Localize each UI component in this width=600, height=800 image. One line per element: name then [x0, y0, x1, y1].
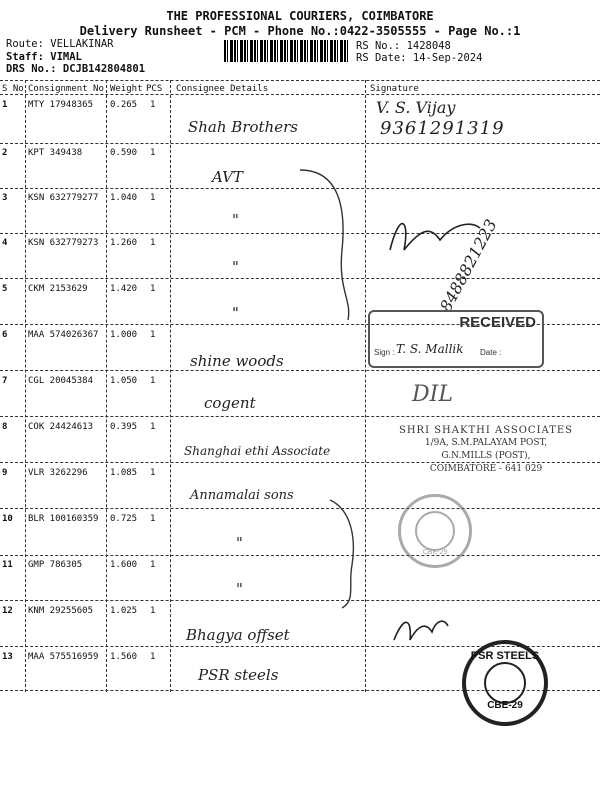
- row-sno: 9: [2, 468, 8, 478]
- row-weight: 0.725: [110, 514, 138, 524]
- runsheet-subtitle: Delivery Runsheet - PCM - Phone No.:0422-3505555 - Page No.:1: [79, 24, 521, 38]
- associates-address-line: G.N.MILLS (POST),: [441, 451, 531, 461]
- row-consignee-handwritten: ": [232, 304, 239, 322]
- row-sno: 5: [2, 284, 8, 294]
- row-pcs: 1: [150, 560, 156, 570]
- route-label: Route: VELLAKINAR: [6, 38, 114, 50]
- col-consignment-header: Consignment No: [28, 84, 104, 94]
- associates-name: SHRI SHAKTHI ASSOCIATES: [398, 425, 574, 436]
- row-consignee-handwritten: ": [232, 211, 239, 229]
- row-consignee-handwritten: cogent: [204, 394, 256, 412]
- signature-scribble: [390, 224, 480, 250]
- rs-number: RS No.: 1428048: [356, 40, 451, 52]
- row-pcs: 1: [150, 100, 156, 110]
- row-weight: 1.040: [110, 193, 138, 203]
- rs-date: RS Date: 14-Sep-2024: [356, 52, 483, 64]
- row-weight: 1.050: [110, 376, 138, 386]
- company-title: THE PROFESSIONAL COURIERS, COIMBATORE: [166, 9, 434, 23]
- row-pcs: 1: [150, 514, 156, 524]
- row7-initials: DIL: [412, 382, 453, 407]
- row-consignment: BLR 100160359: [28, 514, 99, 524]
- row-consignee-handwritten: ": [236, 580, 243, 598]
- col-signature-header: Signature: [370, 84, 419, 94]
- row-consignment: MTY 17948365: [28, 100, 94, 110]
- row-sno: 8: [2, 422, 8, 432]
- row-sno: 4: [2, 238, 8, 248]
- row-consignee-handwritten: shine woods: [190, 352, 284, 370]
- seal-location-text: CBE-29: [422, 549, 448, 556]
- received-sign-label: Sign :: [374, 348, 395, 357]
- row-sno: 11: [2, 560, 13, 570]
- row-weight: 1.085: [110, 468, 138, 478]
- row-consignment: KSN 632779277: [28, 193, 99, 203]
- row-sno: 7: [2, 376, 8, 386]
- row-consignee-handwritten: Shanghai ethi Associate: [184, 444, 331, 458]
- row1-signature-name: V. S. Vijay: [376, 98, 456, 117]
- row-consignee-handwritten: Bhagya offset: [186, 626, 290, 644]
- row-sno: 1: [2, 100, 8, 110]
- associates-address-line: COIMBATORE - 641 029: [429, 464, 543, 474]
- ditto-bracket-stroke: [300, 170, 349, 320]
- ditto-bracket-stroke: [330, 500, 353, 608]
- row-pcs: 1: [150, 330, 156, 340]
- col-weight-header: Weight: [110, 84, 143, 94]
- row-consignment: GMP 786305: [28, 560, 83, 570]
- row-pcs: 1: [150, 193, 156, 203]
- drs-number: DRS No.: DCJB142804801: [6, 63, 146, 75]
- row-pcs: 1: [150, 422, 156, 432]
- row-weight: 0.395: [110, 422, 138, 432]
- row-consignee-handwritten: Annamalai sons: [190, 488, 294, 503]
- col-consignee-header: Consignee Details: [176, 84, 269, 94]
- row-consignee-handwritten: AVT: [212, 168, 243, 186]
- row-pcs: 1: [150, 652, 156, 662]
- row-pcs: 1: [150, 376, 156, 386]
- row-sno: 2: [2, 148, 8, 158]
- row-consignment: VLR 3262296: [28, 468, 88, 478]
- seal-location-text: CBE-29: [487, 700, 523, 711]
- row1-signature-phone: 9361291319: [380, 118, 505, 139]
- row-consignment: KSN 632779273: [28, 238, 99, 248]
- row-weight: 1.420: [110, 284, 138, 294]
- row-weight: 1.025: [110, 606, 138, 616]
- row-consignment: MAA 575516959: [28, 652, 99, 662]
- row-sno: 13: [2, 652, 13, 662]
- row-sno: 12: [2, 606, 13, 616]
- row-pcs: 1: [150, 148, 156, 158]
- row-pcs: 1: [150, 284, 156, 294]
- row-consignee-handwritten: ": [236, 534, 243, 552]
- row-sno: 6: [2, 330, 8, 340]
- row-pcs: 1: [150, 238, 156, 248]
- received-sign-handwritten: T. S. Mallik: [396, 342, 464, 356]
- row-consignee-handwritten: ": [232, 258, 239, 276]
- row-weight: 1.260: [110, 238, 138, 248]
- vertical-phone-handwritten: 8488821223: [436, 216, 501, 315]
- row-weight: 1.600: [110, 560, 138, 570]
- associates-address-line: 1/9A, S.M.PALAYAM POST,: [424, 438, 548, 448]
- row-consignment: KPT 349438: [28, 148, 83, 158]
- row-weight: 1.000: [110, 330, 138, 340]
- row-consignment: CGL 20045384: [28, 376, 94, 386]
- row-consignment: CKM 2153629: [28, 284, 88, 294]
- row-consignee-handwritten: Shah Brothers: [188, 118, 298, 136]
- row-consignment: COK 24424613: [28, 422, 94, 432]
- row-sno: 3: [2, 193, 8, 203]
- staff-label: Staff: VIMAL: [6, 51, 82, 63]
- col-sno-header: S No: [2, 84, 24, 94]
- row-weight: 0.590: [110, 148, 138, 158]
- row-consignee-handwritten: PSR steels: [198, 666, 279, 684]
- received-stamp-word: RECEIVED: [459, 314, 536, 331]
- signature-scribble: [394, 621, 448, 640]
- row-consignment: MAA 574026367: [28, 330, 99, 340]
- row-weight: 1.560: [110, 652, 138, 662]
- row-weight: 0.265: [110, 100, 138, 110]
- row-consignment: KNM 29255605: [28, 606, 94, 616]
- received-date-label: Date :: [480, 348, 502, 357]
- row-sno: 10: [2, 514, 13, 524]
- seal-company-text: PSR STEELS: [470, 650, 540, 662]
- row-pcs: 1: [150, 606, 156, 616]
- row-pcs: 1: [150, 468, 156, 478]
- col-pcs-header: PCS: [146, 84, 163, 94]
